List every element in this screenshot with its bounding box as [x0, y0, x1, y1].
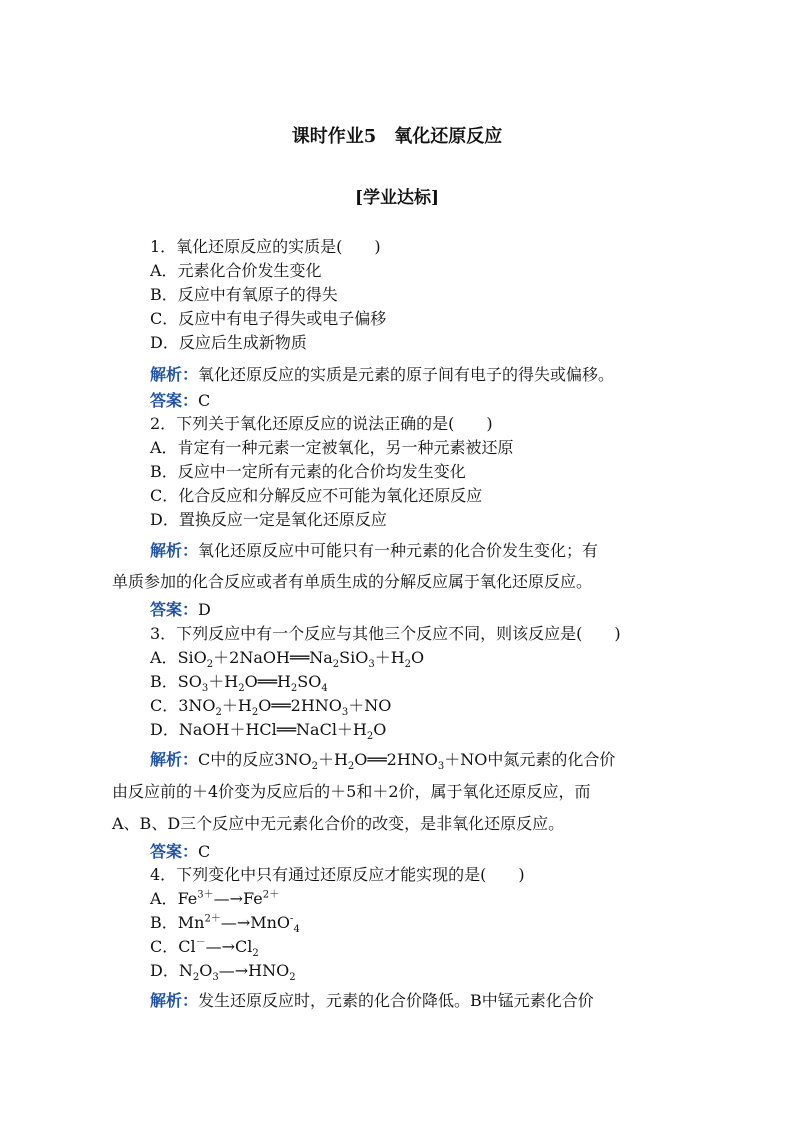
q4-option-b: B．$Mn^{2+}—\to MnO^-_4$ [150, 913, 300, 936]
q2-answer-value: D [198, 600, 211, 619]
q3-stem: 3．下列反应中有一个反应与其他三个反应不同，则该反应是( ) [150, 624, 621, 643]
analysis-label: 解析： [150, 750, 199, 769]
q2-analysis-line1 [150, 540, 598, 562]
q2-stem: 2．下列关于氧化还原反应的说法正确的是( ) [150, 414, 493, 433]
q1-option-d: D．反应后生成新物质 [150, 333, 307, 352]
q4-stem: 4．下列变化中只有通过还原反应才能实现的是( ) [150, 865, 525, 884]
q2-answer [150, 599, 211, 621]
analysis-label: 解析： [150, 365, 199, 384]
q4-option-a: A．$Fe^{3+}—\to Fe^{2+}$ [150, 889, 280, 908]
section-heading: [学业达标] [354, 188, 440, 208]
q3-option-b: B．$SO_3+H_2O══H_2SO_4$ [150, 672, 328, 695]
q4-analysis-text: 发生还原反应时，元素的化合价降低。B中锰元素化合价 [198, 991, 594, 1010]
q3-analysis-line3: A、B、D三个反应中无元素化合价的改变，是非氧化还原反应。 [112, 814, 565, 833]
q3-option-a: A．$SiO_2+2NaOH══Na_2SiO_3+H_2O$ [150, 648, 425, 671]
q1-analysis-text: 氧化还原反应的实质是元素的原子间有电子的得失或偏移。 [198, 365, 615, 384]
q3-option-c: C．$3NO_2+H_2O══2HNO_3+NO$ [150, 696, 392, 719]
q1-option-a: A．元素化合价发生变化 [150, 261, 322, 280]
q2-analysis-line2: 单质参加的化合反应或者有单质生成的分解反应属于氧化还原反应。 [112, 572, 593, 591]
q1-option-c: C．反应中有电子得失或电子偏移 [150, 309, 387, 328]
q2-option-d: D．置换反应一定是氧化还原反应 [150, 510, 387, 529]
q2-option-a: A．肯定有一种元素一定被氧化，另一种元素被还原 [150, 438, 514, 457]
q1-option-b: B．反应中有氧原子的得失 [150, 285, 338, 304]
analysis-label: 解析： [150, 991, 199, 1010]
answer-label: 答案： [150, 391, 199, 410]
q3-analysis-line1: 解析：C中的反应$3NO_2+H_2O══2HNO_3+NO$中氮元素的化合价 [150, 750, 616, 773]
q1-answer [150, 390, 210, 412]
q3-answer-value: C [198, 842, 211, 861]
q3-analysis-line2: 由反应前的＋4价变为反应后的＋5和＋2价，属于氧化还原反应，而 [112, 782, 591, 801]
q4-analysis [150, 990, 594, 1012]
q2-option-b: B．反应中一定所有元素的化合价均发生变化 [150, 462, 466, 481]
answer-label: 答案： [150, 600, 199, 619]
q4-option-c: C．$Cl^-—\to Cl_2$ [150, 937, 259, 960]
q4-option-d: D．$N_2O_3—\to HNO_2$ [150, 961, 296, 984]
q2-analysis-text-1: 氧化还原反应中可能只有一种元素的化合价发生变化；有 [198, 541, 599, 560]
q2-option-c: C．化合反应和分解反应不可能为氧化还原反应 [150, 486, 483, 505]
q3-option-d: D．$NaOH+HCl══NaCl+H_2O$ [150, 720, 387, 743]
page-title: 课时作业5 氧化还原反应 [291, 126, 503, 147]
q1-analysis [150, 364, 614, 386]
answer-label: 答案： [150, 842, 199, 861]
q1-answer-value: C [198, 391, 211, 410]
q3-answer [150, 841, 210, 863]
analysis-label: 解析： [150, 541, 199, 560]
q1-stem: 1．氧化还原反应的实质是( ) [150, 237, 381, 256]
